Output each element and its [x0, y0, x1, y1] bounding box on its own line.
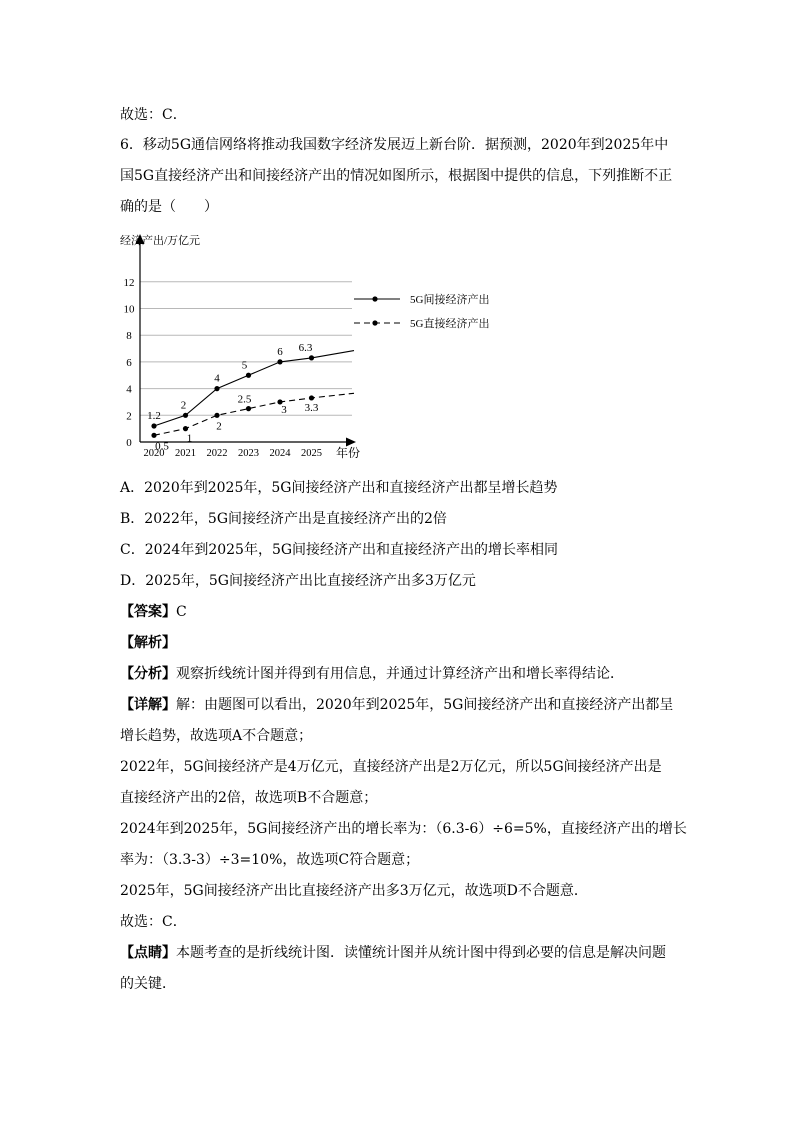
- question-line-2: 国5G直接经济产出和间接经济产出的情况如图所示，根据图中提供的信息，下列推断不正: [120, 168, 673, 184]
- legend-marker-indirect: [372, 296, 377, 301]
- dianjing-line-1: [120, 943, 666, 963]
- xiangjie-line-2: 增长趋势，故选项A不合题意；: [120, 728, 313, 744]
- question-line-1: [120, 135, 668, 155]
- line-chart: [110, 228, 530, 468]
- option-c: C．2024年到2025年，5G间接经济产出和直接经济产出的增长率相同: [120, 542, 559, 558]
- data-point-direct: [151, 433, 156, 438]
- xiangjie-line-3: 2022年，5G间接经济产是4万亿元，直接经济产出是2万亿元，所以5G间接经济产出是: [120, 759, 662, 775]
- data-point-indirect: [183, 413, 188, 418]
- legend-label-indirect: 5G间接经济产出: [410, 294, 490, 306]
- question-text-1: 移动5G通信网络将推动我国数字经济发展迈上新台阶．据预测，2020年到2025年中: [142, 137, 669, 153]
- data-point-direct: [309, 395, 314, 400]
- xiangjie-line-1: [120, 695, 673, 715]
- x-tick-label: 2023: [238, 448, 259, 459]
- y-tick-label: 8: [126, 330, 132, 343]
- xiangjie-line-8: 故选：C．: [120, 914, 187, 930]
- x-tick-label: 2021: [175, 448, 196, 459]
- data-label-indirect: 6.3: [298, 341, 313, 354]
- xiangjie-line-5: 2024年到2025年，5G间接经济产出的增长率为：（6.3-6）÷6=5%，直接经济产出的增长: [120, 821, 687, 837]
- option-a: A．2020年到2025年，5G间接经济产出和直接经济产出都呈增长趋势: [120, 480, 558, 496]
- data-point-indirect: [246, 373, 251, 378]
- data-point-direct: [183, 426, 188, 431]
- data-point-indirect: [309, 355, 314, 360]
- data-point-direct: [246, 406, 251, 411]
- xiangjie-line-7: 2025年，5G间接经济产出比直接经济产出多3万亿元，故选项D不合题意．: [120, 883, 588, 899]
- answer-label: 【答案】: [120, 604, 176, 620]
- dianjing-line-2: 的关键．: [120, 976, 176, 992]
- fenxi-line: [120, 664, 624, 684]
- x-tick-label: 2025: [301, 448, 322, 459]
- x-tick-label: 2020: [143, 448, 165, 459]
- y-tick-label: 2: [126, 410, 132, 423]
- data-label-indirect: 6: [277, 345, 283, 358]
- chart-legend: [354, 292, 489, 330]
- data-label-indirect: 4: [214, 372, 220, 385]
- dianjing-text-1: 本题考查的是折线统计图．读懂统计图并从统计图中得到必要的信息是解决问题: [176, 945, 666, 961]
- xiangjie-line-6: 率为：（3.3-3）÷3=10%，故选项C符合题意；: [120, 852, 420, 868]
- data-label-indirect: 5: [241, 359, 248, 372]
- legend-marker-direct: [372, 320, 377, 325]
- data-label-direct: 3.3: [304, 401, 319, 414]
- data-label-direct: 2: [216, 420, 222, 433]
- x-tick-label: 2022: [206, 448, 228, 459]
- y-tick-label: 10: [123, 303, 135, 316]
- data-point-indirect: [277, 359, 282, 364]
- chart-ylabel: 经济产出/万亿元: [120, 235, 201, 247]
- chart-xlabel: 年份: [336, 446, 361, 460]
- xiangjie-line-4: 直接经济产出的2倍，故选项B不合题意；: [120, 790, 378, 806]
- previous-answer: 故选：C．: [120, 107, 187, 123]
- y-tick-label: 6: [126, 356, 132, 369]
- xiangjie-text-1: 解：由题图可以看出，2020年到2025年，5G间接经济产出和直接经济产出都呈: [176, 697, 674, 713]
- data-point-indirect: [151, 423, 156, 428]
- data-point-direct: [214, 413, 219, 418]
- fenxi-text: 观察折线统计图并得到有用信息，并通过计算经济产出和增长率得结论．: [176, 666, 624, 682]
- data-label-direct: 2.5: [237, 393, 252, 406]
- y-tick-label: 12: [123, 276, 135, 289]
- answer-line: [120, 602, 187, 622]
- legend-label-direct: 5G直接经济产出: [410, 318, 490, 330]
- data-label-direct: 0.5: [155, 440, 169, 453]
- data-label-indirect: 1.2: [147, 409, 161, 422]
- dianjing-label: 【点睛】: [120, 945, 176, 961]
- question-line-3: 确的是（ ）: [120, 199, 218, 215]
- data-label-indirect: 2: [180, 399, 187, 412]
- answer-value: C: [176, 604, 187, 620]
- question-number: 6．: [120, 137, 143, 153]
- option-b: B．2022年，5G间接经济产出是直接经济产出的2倍: [120, 511, 447, 527]
- xiangjie-label: 【详解】: [120, 697, 176, 713]
- y-tick-label: 4: [126, 383, 132, 396]
- chart-axes: [136, 234, 357, 447]
- analysis-heading: 【解析】: [120, 635, 176, 651]
- data-point-indirect: [214, 386, 219, 391]
- data-label-direct: 3: [281, 403, 287, 416]
- x-tick-label: 2024: [269, 448, 291, 459]
- option-d: D．2025年，5G间接经济产出比直接经济产出多3万亿元: [120, 573, 476, 589]
- y-tick-label: 0: [126, 437, 132, 449]
- data-label-direct: 1: [186, 432, 193, 445]
- fenxi-label: 【分析】: [120, 666, 176, 682]
